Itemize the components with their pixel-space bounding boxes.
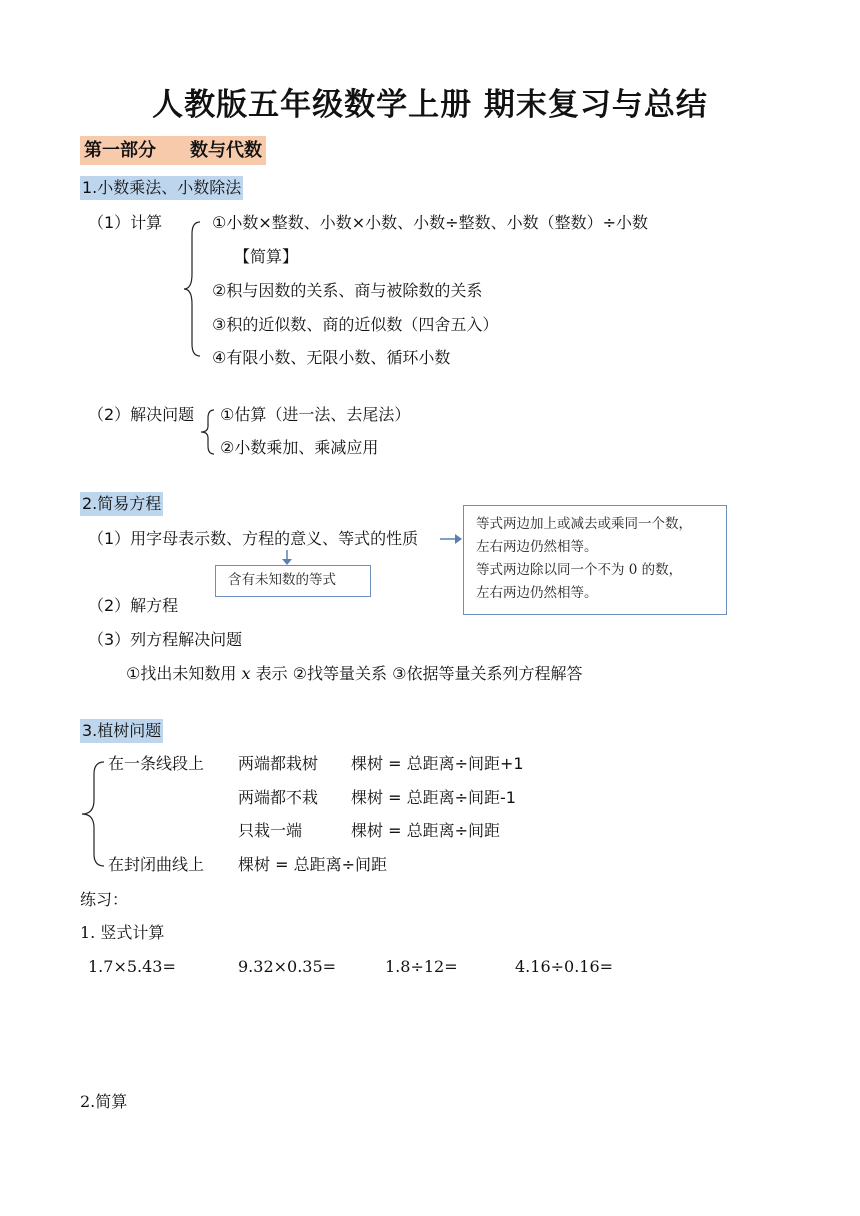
arrow-right-icon [440, 532, 464, 546]
problem-4: 4.16÷0.16= [515, 957, 614, 976]
property-line: 左右两边仍然相等。 [476, 585, 598, 601]
equation-item-2: （2）解方程 [88, 596, 179, 615]
steps-part-2: 表示 ②找等量关系 ③依据等量关系列方程解答 [255, 664, 583, 683]
equation-definition: 含有未知数的等式 [228, 572, 336, 588]
section-heading-decimals: 1.小数乘法、小数除法 [80, 176, 243, 200]
solve-brace [198, 408, 218, 456]
section-heading-tree-planting: 3.植树问题 [80, 719, 163, 743]
calc-brace [180, 220, 204, 358]
practice-q1-title: 1. 竖式计算 [80, 923, 165, 942]
property-line: 等式两边加上或减去或乘同一个数， [476, 516, 692, 532]
part-label: 第一部分 [84, 140, 156, 161]
equation-steps [126, 663, 582, 685]
problem-1: 1.7×5.43= [88, 957, 176, 976]
tree-place-segment: 在一条线段上 [108, 754, 205, 773]
section-heading-equations: 2.简易方程 [80, 492, 163, 516]
solve-item-2: ②小数乘加、乘减应用 [220, 438, 379, 457]
practice-label: 练习： [80, 890, 129, 909]
tree-formula: 棵树 = 总距离÷间距+1 [351, 754, 524, 773]
problem-3: 1.8÷12= [385, 957, 458, 976]
practice-q2-title: 2.简算 [80, 1092, 128, 1111]
tree-place-closed: 在封闭曲线上 [108, 855, 205, 874]
part-name: 数与代数 [190, 140, 262, 161]
tree-formula: 棵树 = 总距离÷间距-1 [351, 788, 516, 807]
calc-item-1: ①小数×整数、小数×小数、小数÷整数、小数（整数）÷小数 [212, 213, 648, 232]
equation-item-3: （3）列方程解决问题 [88, 630, 243, 649]
calc-item-3: ③积的近似数、商的近似数（四舍五入） [212, 315, 499, 334]
calc-label: （1）计算 [88, 213, 163, 232]
equation-item-1: （1）用字母表示数、方程的意义、等式的性质 [88, 529, 419, 548]
part-heading [80, 136, 266, 165]
unknown-variable: x [241, 664, 251, 683]
calc-item-simplify: 【简算】 [234, 247, 299, 266]
document-title: 人教版五年级数学上册 期末复习与总结 [152, 87, 708, 123]
calc-item-2: ②积与因数的关系、商与被除数的关系 [212, 281, 483, 300]
solve-item-1: ①估算（进一法、去尾法） [220, 405, 411, 424]
calc-item-4: ④有限小数、无限小数、循环小数 [212, 348, 451, 367]
equality-property-box [463, 505, 727, 615]
tree-case: 两端都栽树 [238, 754, 319, 773]
solve-label: （2）解决问题 [88, 405, 195, 424]
arrow-down-icon [280, 550, 294, 566]
tree-formula: 棵树 = 总距离÷间距 [238, 855, 387, 874]
property-line: 等式两边除以同一个不为 0 的数， [476, 562, 683, 578]
tree-brace [78, 760, 108, 868]
property-line: 左右两边仍然相等。 [476, 539, 598, 555]
problem-2: 9.32×0.35= [238, 957, 337, 976]
tree-case: 两端都不栽 [238, 788, 319, 807]
tree-formula: 棵树 = 总距离÷间距 [351, 821, 500, 840]
tree-case: 只栽一端 [238, 821, 303, 840]
steps-part-1: ①找出未知数用 [126, 664, 237, 683]
equation-definition-box [215, 565, 371, 597]
